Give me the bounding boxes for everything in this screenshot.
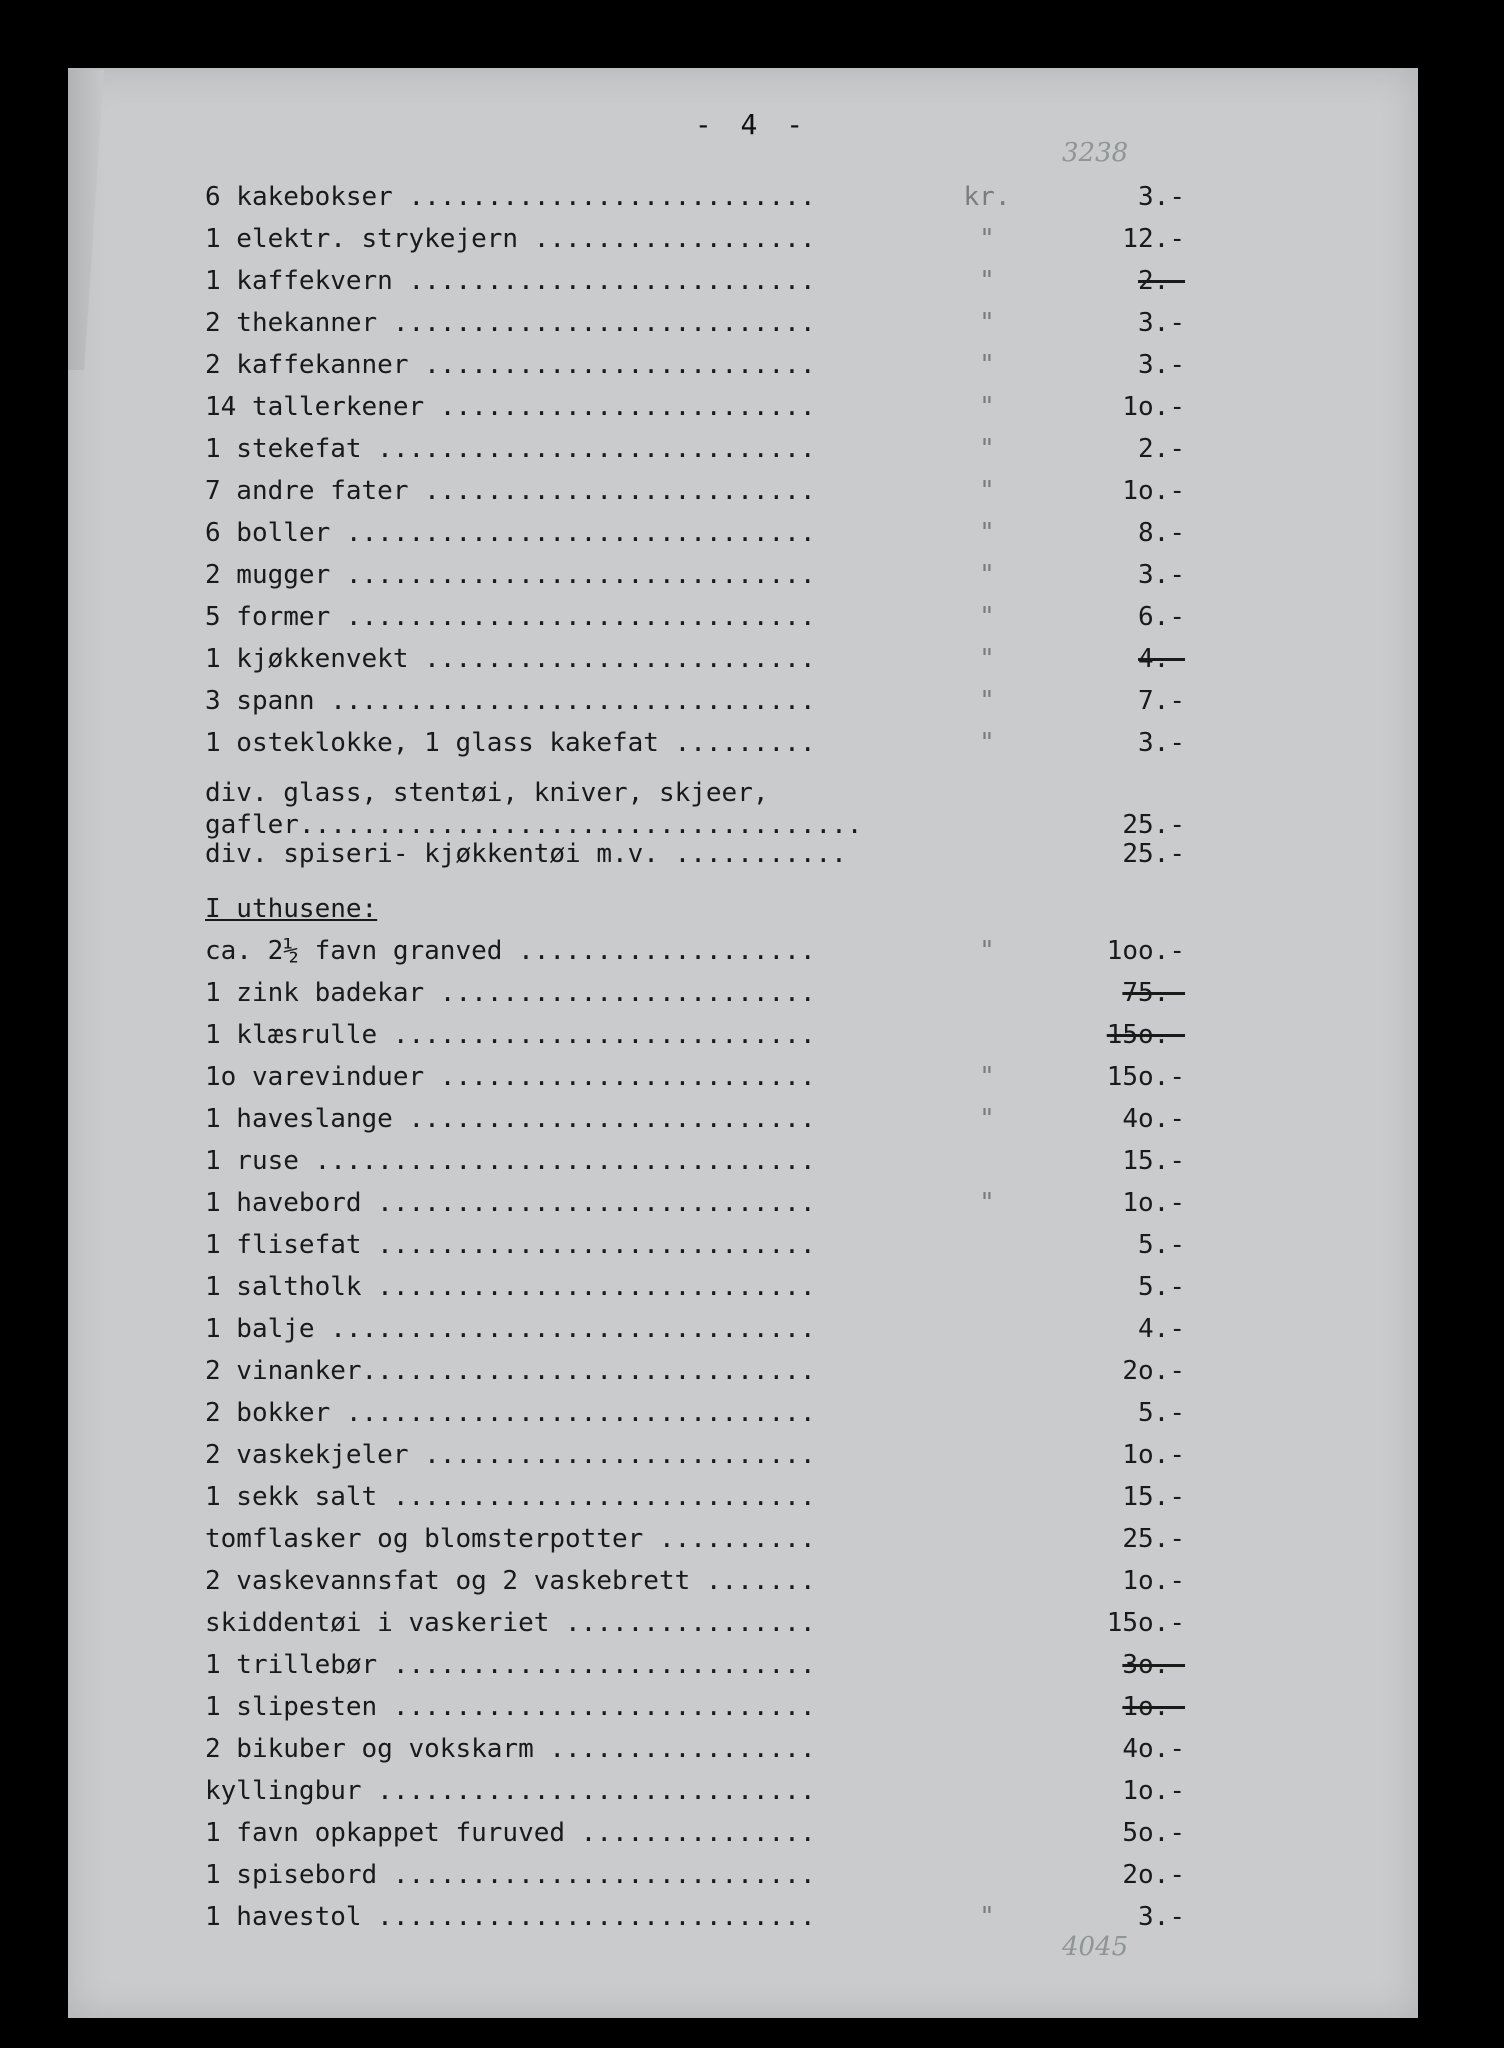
item-unit: " [979,728,995,758]
item-description: 1 stekefat ............................ [205,434,816,464]
item-amount: 2.- [1138,434,1185,464]
item-description: 1 spisebord ........................... [205,1860,816,1890]
list-item [205,596,1195,638]
item-description: 1o varevinduer ........................ [205,1062,816,1092]
item-amount: 15o.- [1106,1062,1185,1092]
item-amount: 12.- [1122,224,1185,254]
item-description: ca. 2½ favn granved ................... [205,936,816,966]
list-item [205,218,1195,260]
item-amount: 1o.- [1122,1440,1185,1470]
list-item [205,176,1195,218]
item-amount: 3.- [1138,308,1185,338]
item-unit: " [979,392,995,422]
item-description: 1 osteklokke, 1 glass kakefat ......... [205,728,816,758]
item-description: 7 andre fater ......................... [205,476,816,506]
item-description: 2 thekanner ........................... [205,308,816,338]
item-description: kyllingbur ............................ [205,1776,816,1806]
item-description: skiddentøi i vaskeriet ................ [205,1608,816,1638]
item-amount: 4.- [1138,1314,1185,1344]
list-item [205,386,1195,428]
item-amount: 3.- [1138,182,1185,212]
item-description: 2 vaskevannsfat og 2 vaskebrett ....... [205,1566,816,1596]
item-amount: 8.- [1138,518,1185,548]
item-description: 2 vinanker............................. [205,1356,816,1386]
list-item [205,512,1195,554]
page-number: - 4 - [694,108,810,141]
item-amount: 5.- [1138,1398,1185,1428]
item-amount: 25.- [1122,1524,1185,1554]
item-amount: 25.- [1122,839,1185,869]
item-amount: 1o.- [1122,1188,1185,1218]
list-item [205,1098,1195,1140]
list-item [205,1686,1195,1728]
item-amount: 1o.- [1122,1776,1185,1806]
section-heading: I uthusene: [205,894,378,924]
list-item [205,1434,1195,1476]
item-description: 1 saltholk ............................ [205,1272,816,1302]
item-amount: 4o.- [1122,1734,1185,1764]
list-item [205,554,1195,596]
item-description: 1 havestol ............................ [205,1902,816,1932]
item-amount: 6.- [1138,602,1185,632]
item-unit: " [979,686,995,716]
item-amount: 1o.- [1122,1692,1185,1722]
item-description: 2 mugger .............................. [205,560,816,590]
item-unit: " [979,1902,995,1932]
item-description: 1 sekk salt ........................... [205,1482,816,1512]
item-unit: " [979,308,995,338]
list-item [205,1476,1195,1518]
item-amount: 1oo.- [1106,936,1185,966]
item-amount: 2o.- [1122,1860,1185,1890]
item-description: 1 haveslange .......................... [205,1104,816,1134]
item-description: 1 ruse ................................ [205,1146,816,1176]
item-unit: " [979,1188,995,1218]
list-item [205,1560,1195,1602]
list-item [205,722,1195,764]
list-item [205,1182,1195,1224]
item-amount: 15o.- [1106,1020,1185,1050]
item-description: 1 slipesten ........................... [205,1692,816,1722]
item-description: 6 boller .............................. [205,518,816,548]
list-item [205,1350,1195,1392]
item-unit: " [979,644,995,674]
item-amount: 1o.- [1122,392,1185,422]
list-item [205,470,1195,512]
item-description: 1 havebord ............................ [205,1188,816,1218]
item-amount: 5o.- [1122,1818,1185,1848]
item-unit: " [979,1104,995,1134]
list-item [205,260,1195,302]
list-item [205,1812,1195,1854]
item-description: 1 balje ............................... [205,1314,816,1344]
item-description: 3 spann ............................... [205,686,816,716]
list-item [205,1056,1195,1098]
item-unit: " [979,350,995,380]
item-unit: " [979,476,995,506]
handwritten-number-top: 3238 [1062,138,1129,168]
item-unit: " [979,602,995,632]
list-item [205,638,1195,680]
list-item [205,1308,1195,1350]
handwritten-number-bottom: 4045 [1062,1932,1129,1962]
item-description: 2 bikuber og vokskarm ................. [205,1734,816,1764]
list-item [205,1518,1195,1560]
item-unit: " [979,224,995,254]
item-amount: 15.- [1122,1482,1185,1512]
item-description: tomflasker og blomsterpotter .......... [205,1524,816,1554]
list-item [205,1392,1195,1434]
item-amount: 4o.- [1122,1104,1185,1134]
item-description: div. spiseri- kjøkkentøi m.v. ........... [205,839,847,869]
item-description: 1 kjøkkenvekt ......................... [205,644,816,674]
list-item [205,1854,1195,1896]
list-item [205,1644,1195,1686]
item-description: div. glass, stentøi, kniver, skjeer, [205,778,769,808]
list-item [205,344,1195,386]
item-unit: " [979,936,995,966]
item-unit: " [979,518,995,548]
item-description: 1 flisefat ............................ [205,1230,816,1260]
item-amount: 5.- [1138,1272,1185,1302]
item-amount: 1o.- [1122,1566,1185,1596]
item-amount: 3.- [1138,728,1185,758]
list-item [205,1224,1195,1266]
item-description: 1 zink badekar ........................ [205,978,816,1008]
item-description: 2 vaskekjeler ......................... [205,1440,816,1470]
item-amount: 2.- [1138,266,1185,296]
item-amount: 4.- [1138,644,1185,674]
item-description: 2 kaffekanner ......................... [205,350,816,380]
item-description: 6 kakebokser .......................... [205,182,816,212]
item-amount: 7.- [1138,686,1185,716]
item-amount: 1o.- [1122,476,1185,506]
list-item [205,1602,1195,1644]
list-item [205,930,1195,972]
list-item [205,972,1195,1014]
item-description: 1 kaffekvern .......................... [205,266,816,296]
item-description: 1 klæsrulle ........................... [205,1020,816,1050]
item-description: 1 trillebør ........................... [205,1650,816,1680]
list-item [205,1140,1195,1182]
list-item [205,1896,1195,1938]
item-amount: 15.- [1122,1146,1185,1176]
item-description: 1 elektr. strykejern .................. [205,224,816,254]
item-description: 1 favn opkappet furuved ............... [205,1818,816,1848]
item-amount: 5.- [1138,1230,1185,1260]
list-item [205,1728,1195,1770]
item-amount: 25.- [1122,810,1185,840]
item-description: gafler.................................... [205,810,863,840]
list-item [205,778,1195,840]
item-amount: 75.- [1122,978,1185,1008]
item-unit: " [979,1062,995,1092]
list-item [205,680,1195,722]
item-amount: 3.- [1138,1902,1185,1932]
item-amount: 3.- [1138,560,1185,590]
list-item [205,1014,1195,1056]
list-item [205,428,1195,470]
list-item [205,833,1195,875]
item-description: 14 tallerkener ........................ [205,392,816,422]
list-item [205,1266,1195,1308]
item-amount: 15o.- [1106,1608,1185,1638]
item-amount: 2o.- [1122,1356,1185,1386]
item-unit: " [979,560,995,590]
item-description: 2 bokker .............................. [205,1398,816,1428]
item-unit: kr. [963,182,1011,212]
item-unit: " [979,434,995,464]
list-item [205,302,1195,344]
item-unit: " [979,266,995,296]
item-amount: 3.- [1138,350,1185,380]
item-description: 5 former .............................. [205,602,816,632]
list-item [205,1770,1195,1812]
item-amount: 3o.- [1122,1650,1185,1680]
